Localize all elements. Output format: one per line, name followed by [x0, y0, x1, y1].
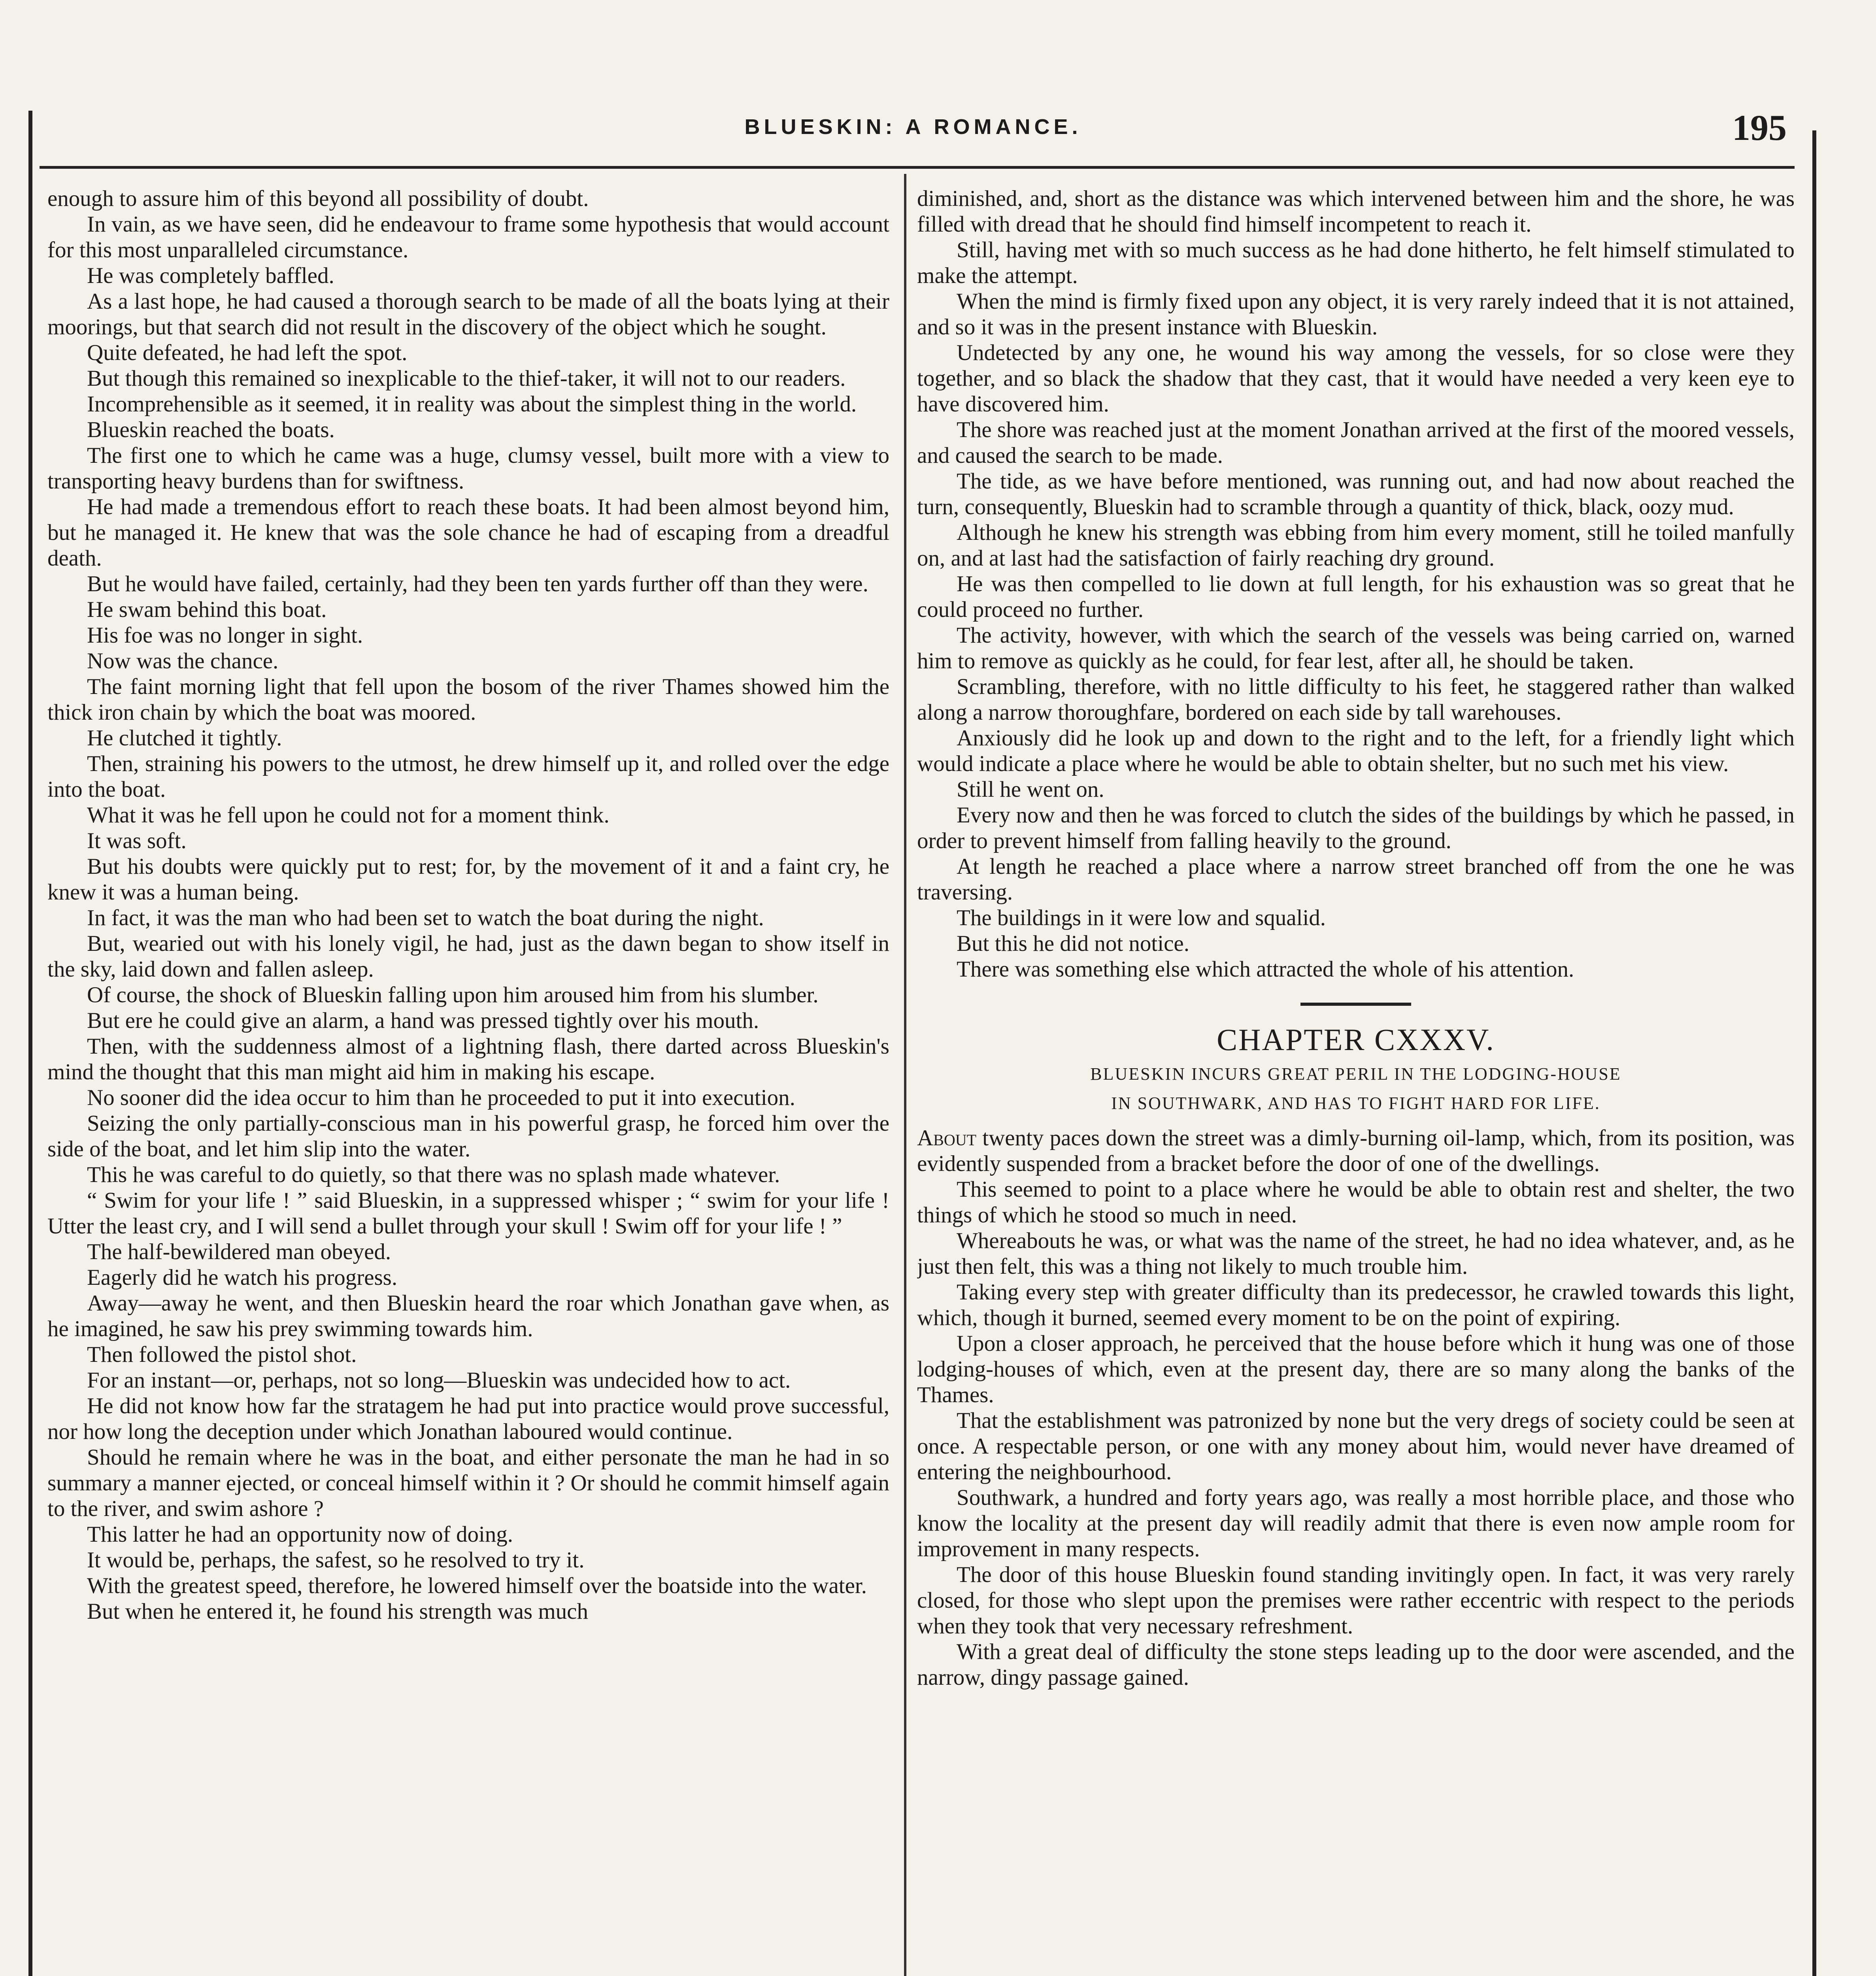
paragraph: But though this remained so inexplicable to the thief-taker, it will not to our readers. — [87, 366, 846, 391]
paragraph: Eagerly did he watch his progress. — [87, 1265, 398, 1290]
paragraph: Upon a closer approach, he perceived that the house before which it hung was one of those lodging-houses of which, even at the present day, there are so many along the banks of the Thames. — [917, 1331, 1795, 1407]
paragraph: Of course, the shock of Blueskin falling upon him aroused him from his slumber. — [87, 982, 819, 1007]
paragraph: His foe was no longer in sight. — [87, 623, 363, 648]
paragraph: He was completely baffled. — [87, 263, 334, 288]
paragraph: He had made a tremendous effort to reach these boats. It had been almost beyond him, but he managed it. He knew that was the sole chance he had of escaping from a dreadful death. — [47, 494, 889, 571]
paragraph: For an instant—or, perhaps, not so long—Blueskin was undecided how to act. — [87, 1368, 791, 1393]
paragraph: But when he entered it, he found his strength was much — [87, 1599, 588, 1624]
paragraph: Southwark, a hundred and forty years ago, was really a most horrible place, and those who know the locality at the present day will readily admit that there is even now ample room for improvement in many respects. — [917, 1485, 1795, 1561]
paragraph: This latter he had an opportunity now of doing. — [87, 1522, 513, 1547]
paragraph: As a last hope, he had caused a thorough search to be made of all the boats lying at their moorings, but that search did not result in the discovery of the object which he sought. — [47, 289, 889, 339]
paragraph: Now was the chance. — [87, 649, 279, 673]
paragraph: Scrambling, therefore, with no little difficulty to his feet, he staggered rather than walked along a narrow thoroughfare, bordered on each side by tall warehouses. — [917, 674, 1795, 725]
chapter-rule — [1300, 1003, 1411, 1006]
paragraph: He swam behind this boat. — [87, 597, 327, 622]
paragraph: When the mind is firmly fixed upon any object, it is very rarely indeed that it is not attained, and so it was in the present instance with Blueskin. — [917, 289, 1795, 339]
paragraph: Blueskin reached the boats. — [87, 417, 335, 442]
paragraph: enough to assure him of this beyond all possibility of doubt. — [47, 186, 589, 211]
paragraph: What it was he fell upon he could not for a moment think. — [87, 803, 610, 828]
paragraph: Every now and then he was forced to clutch the sides of the buildings by which he passed, in order to prevent himself from falling heavily to the ground. — [917, 803, 1795, 853]
paragraph: This seemed to point to a place where he would be able to obtain rest and shelter, the two things of which he stood so much in need. — [917, 1177, 1795, 1227]
paragraph: The first one to which he came was a huge, clumsy vessel, built more with a view to transporting heavy burdens than for swiftness. — [47, 443, 889, 494]
paragraph: The buildings in it were low and squalid. — [957, 905, 1326, 930]
paragraph: He was then compelled to lie down at full length, for his exhaustion was so great that he could proceed no further. — [917, 571, 1795, 622]
paragraph: Away—away he went, and then Blueskin heard the roar which Jonathan gave when, as he imagined, he saw his prey swimming towards him. — [47, 1291, 889, 1341]
paragraph: There was something else which attracted the whole of his attention. — [957, 957, 1574, 982]
paragraph: The half-bewildered man obeyed. — [87, 1239, 391, 1264]
chapter-heading — [917, 1003, 1795, 1115]
paragraph: This he was careful to do quietly, so that there was no splash made whatever. — [87, 1162, 780, 1187]
paragraph: The faint morning light that fell upon the bosom of the river Thames showed him the thick iron chain by which the boat was moored. — [47, 674, 889, 725]
page-number: 195 — [1732, 107, 1787, 148]
right-column — [917, 186, 1795, 1976]
paragraph: In fact, it was the man who had been set to watch the boat during the night. — [87, 905, 764, 930]
paragraph: Then followed the pistol shot. — [87, 1342, 357, 1367]
paragraph: But this he did not notice. — [957, 931, 1189, 956]
paragraph: Taking every step with greater difficulty than its predecessor, he crawled towards this light, which, though it burned, seemed every moment to be on the point of expiring. — [917, 1280, 1795, 1330]
left-column — [47, 186, 889, 1976]
paragraph: He did not know how far the stratagem he had put into practice would prove successful, nor how long the deception under which Jonathan laboured would continue. — [47, 1393, 889, 1444]
chapter-summary-line-2: IN SOUTHWARK, AND HAS TO FIGHT HARD FOR LIFE. — [1111, 1094, 1600, 1113]
running-head: BLUESKIN: A ROMANCE. — [744, 115, 1082, 139]
paragraph: Still, having met with so much success as he had done hitherto, he felt himself stimulated to make the attempt. — [917, 238, 1795, 288]
header-rule — [40, 166, 1795, 169]
paragraph: But he would have failed, certainly, had they been ten yards further off than they were. — [87, 571, 868, 596]
paragraph: It was soft. — [87, 828, 187, 853]
paragraph: The shore was reached just at the moment Jonathan arrived at the first of the moored vessels, and caused the search to be made. — [917, 417, 1795, 468]
paragraph: Should he remain where he was in the boat, and either personate the man he had in so summary a manner ejected, or conceal himself within it ? Or should he commit himself again to the river, and swim ashore ? — [47, 1445, 889, 1521]
paragraph: But his doubts were quickly put to rest; for, by the movement of it and a faint cry, he knew it was a human being. — [47, 854, 889, 905]
paragraph: Undetected by any one, he wound his way among the vessels, for so close were they together, and so black the shadow that they cast, that it would have needed a very keen eye to have discovered him. — [917, 340, 1795, 417]
paragraph: The activity, however, with which the search of the vessels was being carried on, warned him to remove as quickly as he could, for fear lest, after all, he should be taken. — [917, 623, 1795, 673]
opening-word: About — [917, 1126, 977, 1150]
paragraph: With a great deal of difficulty the stone steps leading up to the door were ascended, and the narrow, dingy passage gained. — [917, 1639, 1795, 1690]
paragraph: Whereabouts he was, or what was the name of the street, he had no idea whatever, and, as he just then felt, this was a thing not likely to much trouble him. — [917, 1228, 1795, 1279]
paragraph: No sooner did the idea occur to him than he proceeded to put it into execution. — [87, 1085, 795, 1110]
paragraph: With the greatest speed, therefore, he lowered himself over the boatside into the water. — [87, 1573, 867, 1598]
right-border-rule — [1812, 130, 1816, 1976]
page-header — [40, 107, 1787, 166]
paragraph: But ere he could give an alarm, a hand was pressed tightly over his mouth. — [87, 1008, 759, 1033]
chapter-opening-paragraph — [917, 1125, 1795, 1177]
paragraph: Still he went on. — [957, 777, 1104, 802]
opening-text: twenty paces down the street was a dimly-burning oil-lamp, which, from its position, was evidently suspended from a bracket before the door of one of the dwellings. — [917, 1126, 1795, 1176]
paragraph: Seizing the only partially-conscious man in his powerful grasp, he forced him over the side of the boat, and let him slip into the water. — [47, 1111, 889, 1161]
paragraph: Although he knew his strength was ebbing from him every moment, still he toiled manfully on, and at last had the satisfaction of fairly reaching dry ground. — [917, 520, 1795, 571]
paragraph: “ Swim for your life ! ” said Blueskin, in a suppressed whisper ; “ swim for your life ! Utter the least cry, and I will send a bullet through your skull ! Swim off for your life ! ” — [47, 1188, 889, 1239]
paragraph: But, wearied out with his lonely vigil, he had, just as the dawn began to show itself in the sky, laid down and fallen asleep. — [47, 931, 889, 982]
paragraph: In vain, as we have seen, did he endeavour to frame some hypothesis that would account for this most unparalleled circumstance. — [47, 212, 889, 262]
paragraph: Incomprehensible as it seemed, it in reality was about the simplest thing in the world. — [87, 392, 857, 417]
left-border-rule — [28, 111, 32, 1976]
paragraph: The door of this house Blueskin found standing invitingly open. In fact, it was very rarely closed, for those who slept upon the premises were rather eccentric with respect to the periods when they took that very necessary refreshment. — [917, 1562, 1795, 1638]
paragraph: That the establishment was patronized by none but the very dregs of society could be seen at once. A respectable person, or one with any money about him, would never have dreamed of entering the neighbourhood. — [917, 1408, 1795, 1484]
paragraph: At length he reached a place where a narrow street branched off from the one he was traversing. — [917, 854, 1795, 905]
paragraph: diminished, and, short as the distance was which intervened between him and the shore, he was filled with dread that he should find himself incompetent to reach it. — [917, 186, 1795, 237]
paragraph: He clutched it tightly. — [87, 726, 282, 750]
paragraph: It would be, perhaps, the safest, so he resolved to try it. — [87, 1548, 585, 1573]
column-divider — [904, 174, 906, 1976]
paragraph: The tide, as we have before mentioned, was running out, and had now about reached the turn, consequently, Blueskin had to scramble through a quantity of thick, black, oozy mud. — [917, 469, 1795, 519]
paragraph: Anxiously did he look up and down to the right and to the left, for a friendly light which would indicate a place where he would be able to obtain shelter, but no such met his view. — [917, 726, 1795, 776]
chapter-title: CHAPTER CXXXV. — [1217, 1022, 1495, 1057]
paragraph: Quite defeated, he had left the spot. — [87, 340, 408, 365]
paragraph: Then, straining his powers to the utmost, he drew himself up it, and rolled over the edge into the boat. — [47, 751, 889, 802]
paragraph: Then, with the suddenness almost of a lightning flash, there darted across Blueskin's mind the thought that this man might aid him in making his escape. — [47, 1034, 889, 1084]
chapter-summary-line-1: BLUESKIN INCURS GREAT PERIL IN THE LODGING-HOUSE — [1090, 1064, 1621, 1084]
